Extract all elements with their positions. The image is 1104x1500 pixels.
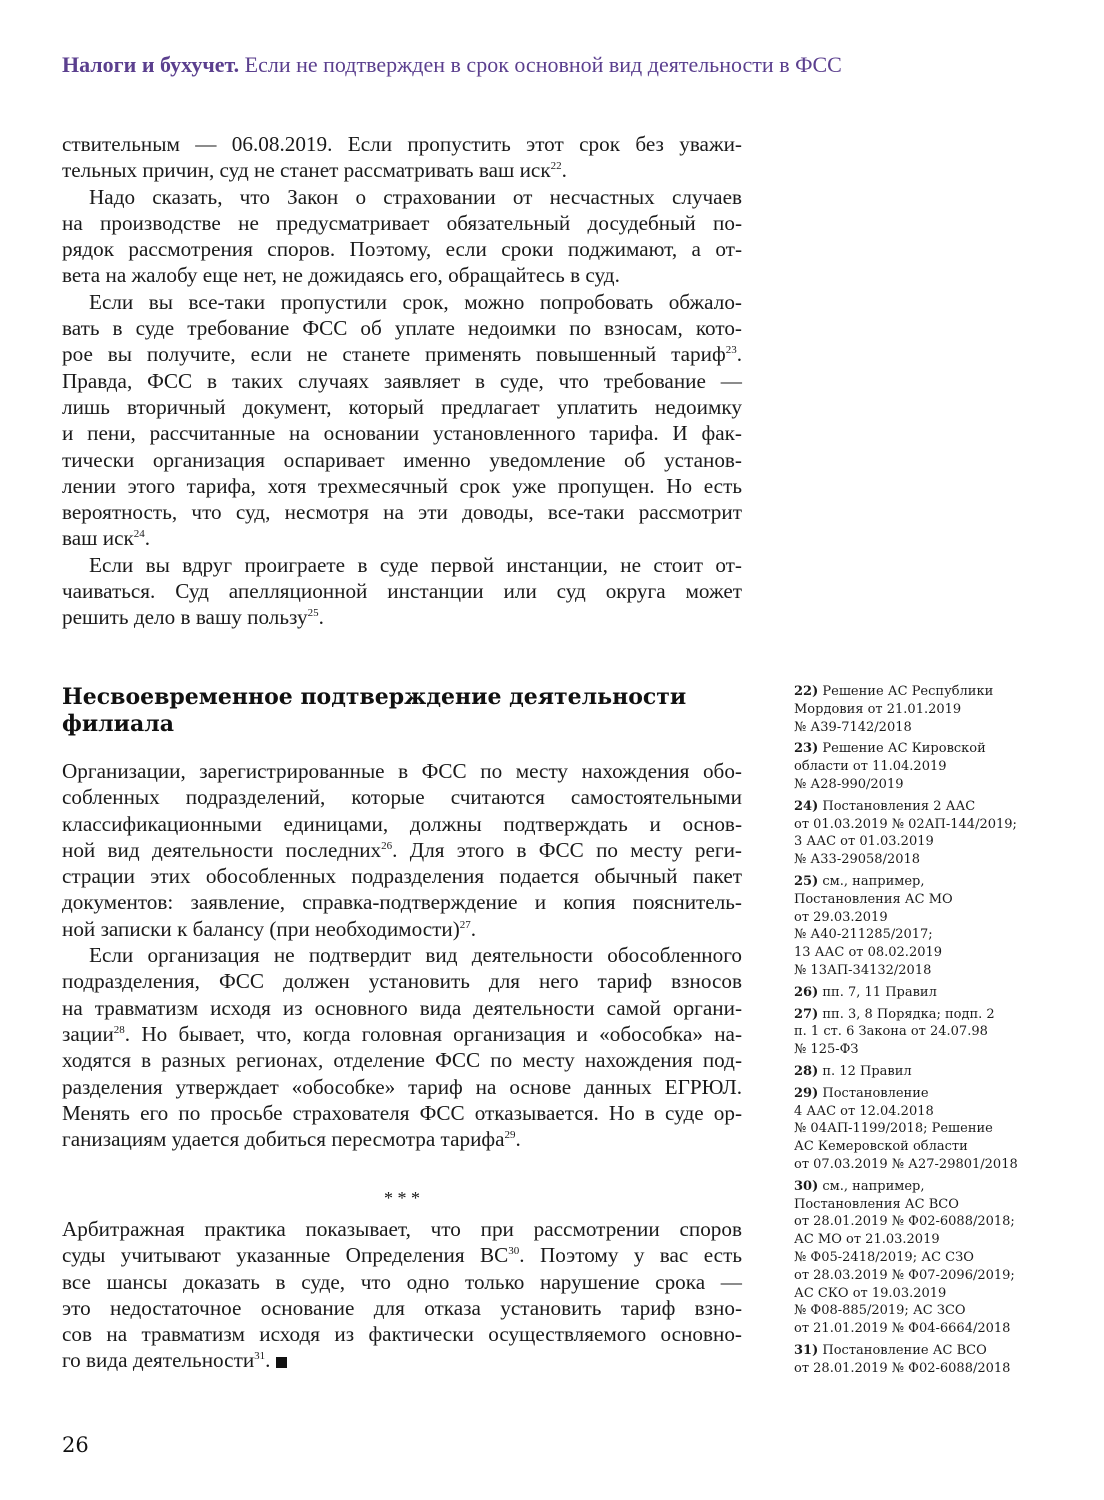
text-line-content: Надо сказать, что Закон о страховании от несчастных случаев [89, 184, 742, 209]
footnote-line [794, 1006, 1084, 1024]
footnote-text: от 28.01.2019 № Ф02-6088/2018 [794, 1360, 1011, 1376]
footnote-item [794, 740, 1084, 793]
text-line [62, 1100, 742, 1126]
footnote-line [794, 719, 1084, 737]
footnote-line [794, 1342, 1084, 1360]
text-line [62, 1216, 742, 1242]
text-line [62, 578, 742, 604]
footnote-item [794, 1063, 1084, 1081]
footnote-text: 13 ААС от 08.02.2019 [794, 945, 943, 961]
text-line [62, 341, 742, 367]
footnote-number: 26) [794, 984, 819, 1000]
footnote-line [794, 683, 1084, 701]
text-line-content: на травматизм исходя из основного вида деятельности самой органи- [62, 995, 742, 1020]
text-line [62, 995, 742, 1021]
footnote-line [794, 740, 1084, 758]
footnote-line [794, 1249, 1084, 1267]
text-line-content: Правда, ФСС в таких случаях заявляет в суде, что требование — [62, 368, 742, 393]
section-separator: * * * [384, 1188, 420, 1208]
text-line-tail: . [265, 1348, 271, 1373]
footnote-text: № А33-29058/2018 [794, 852, 921, 868]
text-line [62, 1295, 742, 1321]
footnote-text: АС Кемеровской области [794, 1139, 968, 1155]
footnote-number: 30) [794, 1178, 819, 1194]
footnote-line [794, 1302, 1084, 1320]
text-line-content: Если вы вдруг проиграете в суде первой инстанции, не стоит от- [89, 552, 742, 577]
text-line-content: подразделения, ФСС должен установить для него тариф взносов [62, 969, 742, 994]
footnote-line [794, 962, 1084, 980]
footnote-number: 28) [794, 1063, 819, 1079]
footnote-text: от 07.03.2019 № А27-29801/2018 [794, 1156, 1018, 1172]
footnote-text: № 125-ФЗ [794, 1042, 859, 1058]
footnote-line [794, 926, 1084, 944]
footnotes-column [794, 683, 1084, 1381]
text-line-content: Если организация не подтвердит вид деятельности обособленного [89, 943, 742, 968]
text-line [62, 784, 742, 810]
text-line-content: лишь вторичный документ, который предлагает уплатить недоимку [62, 394, 742, 419]
footnote-line [794, 891, 1084, 909]
text-line-content: классификационными единицами, должны подтверждать и основ- [62, 811, 742, 836]
text-line-content: рое вы получите, если не станете применять повышенный тариф [62, 342, 726, 367]
footnote-text: АС СКО от 19.03.2019 [794, 1285, 947, 1301]
footnote-text: Постановление [822, 1085, 929, 1101]
text-line-content: на производстве не предусматривает обязательный досудебный по- [62, 210, 742, 235]
footnote-item [794, 683, 1084, 736]
running-header [62, 52, 842, 78]
text-line-content: Организации, зарегистрированные в ФСС по месту нахождения обо- [62, 759, 742, 783]
text-line [62, 262, 742, 288]
footnote-reference[interactable]: 30 [508, 1245, 520, 1258]
text-line-content: разделения утверждает «обособке» тариф на основе данных ЕГРЮЛ. [62, 1074, 742, 1099]
footnote-text: Решение АС Республики [822, 684, 994, 699]
footnote-number: 27) [794, 1006, 819, 1022]
footnote-reference[interactable]: 31 [254, 1350, 266, 1363]
footnote-text: области от 11.04.2019 [794, 759, 947, 775]
text-line-content: ганизациям удается добиться пересмотра тарифа [62, 1127, 505, 1152]
footnote-text: см., например, [822, 873, 925, 889]
body-text-block-3 [62, 1216, 742, 1374]
text-line [62, 837, 742, 863]
footnote-line [794, 1231, 1084, 1249]
footnote-text: № Ф08-885/2019; АС ЗСО [794, 1303, 966, 1319]
text-line-content: вета на жалобу еще нет, не дожидаясь его, обращайтесь в суд. [62, 263, 620, 288]
footnote-line [794, 1267, 1084, 1285]
footnote-line [794, 1085, 1084, 1103]
text-line-tail: . [736, 342, 742, 367]
footnote-line [794, 798, 1084, 816]
text-line-content: сов на травматизм исходя из фактически осуществляемого основно- [62, 1322, 742, 1347]
header-rubric: Налоги и бухучет. [62, 52, 240, 77]
body-text-block-1 [62, 131, 742, 631]
text-line [62, 420, 742, 446]
footnote-line [794, 909, 1084, 927]
text-line [62, 1047, 742, 1073]
footnote-text: АС МО от 21.03.2019 [794, 1232, 940, 1248]
footnote-text: от 21.01.2019 № Ф04-6664/2018 [794, 1321, 1011, 1337]
footnote-number: 31) [794, 1342, 819, 1358]
text-line-content: тически организация оспаривает именно уведомление об установ- [62, 447, 742, 472]
footnote-line [794, 816, 1084, 834]
footnote-line [794, 851, 1084, 869]
footnote-line [794, 1156, 1084, 1174]
text-line-content: ходятся в разных регионах, отделение ФСС по месту нахождения под- [62, 1048, 742, 1073]
text-line-content: рядок рассмотрения споров. Поэтому, если сроки поджимают, а от- [62, 237, 742, 262]
text-line [62, 863, 742, 889]
footnote-reference[interactable]: 24 [133, 528, 145, 541]
footnote-text: Постановления 2 ААС [822, 798, 976, 814]
text-line [62, 916, 742, 942]
footnote-line [794, 833, 1084, 851]
text-line [62, 315, 742, 341]
footnote-item [794, 1006, 1084, 1059]
text-line [62, 942, 742, 968]
footnote-text: № А28-990/2019 [794, 776, 904, 792]
footnote-text: Постановления АС МО [794, 891, 953, 907]
text-line [62, 1321, 742, 1347]
footnote-line [794, 1063, 1084, 1081]
footnote-line [794, 701, 1084, 719]
text-line [62, 1074, 742, 1100]
footnote-line [794, 1213, 1084, 1231]
footnote-text: № Ф05-2418/2019; АС СЗО [794, 1249, 974, 1265]
footnote-item [794, 798, 1084, 869]
footnote-text: от 28.01.2019 № Ф02-6088/2018; [794, 1214, 1015, 1230]
text-line-tail: . [515, 1127, 521, 1152]
text-line-content: и пени, рассчитанные на основании установленного тарифа. И фак- [62, 421, 742, 446]
text-line [62, 210, 742, 236]
footnote-reference[interactable]: 28 [113, 1023, 125, 1036]
text-line [62, 289, 742, 315]
text-line [62, 552, 742, 578]
footnote-number: 29) [794, 1085, 819, 1101]
footnote-text: № 13АП-34132/2018 [794, 962, 932, 978]
footnote-text: Постановление АС ВСО [822, 1342, 987, 1358]
text-line [62, 394, 742, 420]
footnote-line [794, 1023, 1084, 1041]
text-line [62, 1021, 742, 1047]
footnote-text: 4 ААС от 12.04.2018 [794, 1103, 934, 1119]
footnote-text: Решение АС Кировской [822, 741, 986, 757]
text-line [62, 131, 742, 157]
text-line [62, 811, 742, 837]
text-line [62, 184, 742, 210]
text-line [62, 758, 742, 784]
text-line-content: это недостаточное основание для отказа установить тариф взно- [62, 1295, 742, 1320]
footnote-text: пп. 7, 11 Правил [822, 984, 937, 1000]
text-line [62, 604, 742, 630]
footnote-line [794, 1178, 1084, 1196]
header-title: Если не подтвержден в срок основной вид деятельности в ФСС [244, 52, 842, 77]
footnote-reference[interactable]: 26 [381, 839, 393, 852]
footnote-text: п. 12 Правил [822, 1063, 912, 1079]
text-line [62, 889, 742, 915]
footnote-line [794, 873, 1084, 891]
text-line-content: вероятность, что суд, несмотря на эти доводы, все-таки рассмотрит [62, 500, 742, 525]
text-line-content: суды учитывают указанные Определения ВС [62, 1243, 509, 1268]
text-line [62, 368, 742, 394]
body-text-block-2 [62, 758, 742, 1152]
footnote-line [794, 1320, 1084, 1338]
section-heading-line-1: Несвоевременное подтверждение деятельности [62, 684, 687, 710]
footnote-reference[interactable]: 29 [504, 1129, 516, 1142]
text-line-content: Арбитражная практика показывает, что при рассмотрении споров [62, 1217, 742, 1241]
footnote-item [794, 1342, 1084, 1378]
text-line-tail: . [318, 605, 324, 630]
footnote-line [794, 1196, 1084, 1214]
footnote-line [794, 984, 1084, 1002]
footnote-text: от 28.03.2019 № Ф07-2096/2019; [794, 1267, 1015, 1283]
footnote-line [794, 1285, 1084, 1303]
footnote-reference[interactable]: 22 [550, 160, 562, 173]
footnote-reference[interactable]: 25 [307, 607, 319, 620]
text-line [62, 499, 742, 525]
text-line-content: все шансы доказать в суде, что одно только нарушение срока — [62, 1269, 742, 1294]
text-line [62, 1126, 742, 1152]
text-line-content: чаиваться. Суд апелляционной инстанции или суд округа может [62, 579, 742, 604]
footnote-line [794, 776, 1084, 794]
footnote-text: № 04АП-1199/2018; Решение [794, 1121, 993, 1137]
text-line-content: собленных подразделений, которые считаются самостоятельными [62, 785, 742, 810]
text-line [62, 473, 742, 499]
footnote-text: № А40-211285/2017; [794, 927, 933, 943]
footnote-number: 24) [794, 798, 819, 814]
text-line [62, 157, 742, 183]
footnote-line [794, 944, 1084, 962]
footnote-text: 3 ААС от 01.03.2019 [794, 834, 934, 850]
text-line [62, 236, 742, 262]
text-line-content: вать в суде требование ФСС об уплате недоимки по взносам, кото- [62, 316, 742, 341]
footnote-reference[interactable]: 27 [459, 918, 471, 931]
text-line [62, 1269, 742, 1295]
text-line [62, 525, 742, 551]
text-line-content: Менять его по просьбе страхователя ФСС отказывается. Но в суде ор- [62, 1100, 742, 1125]
text-line-content: ной записки к балансу (при необходимости) [62, 916, 460, 941]
footnote-text: пп. 3, 8 Порядка; подп. 2 [822, 1006, 995, 1022]
footnote-item [794, 873, 1084, 980]
footnote-line [794, 1120, 1084, 1138]
text-line-tail: . Для этого в ФСС по месту реги- [392, 837, 742, 862]
footnote-line [794, 1360, 1084, 1378]
footnote-item [794, 984, 1084, 1002]
footnote-line [794, 1138, 1084, 1156]
section-heading-line-2: филиала [62, 711, 175, 737]
text-line [62, 447, 742, 473]
text-line-content: зации [62, 1021, 114, 1046]
footnote-item [794, 1178, 1084, 1338]
text-line-content: го вида деятельности [62, 1348, 255, 1373]
footnote-text: см., например, [822, 1178, 925, 1194]
footnote-reference[interactable]: 23 [725, 344, 737, 357]
text-line-content: тельных причин, суд не станет рассматривать ваш иск [62, 158, 551, 183]
footnote-text: от 01.03.2019 № 02АП-144/2019; [794, 816, 1017, 832]
text-line-content: страции этих обособленных подразделения подается обычный пакет [62, 864, 742, 889]
text-line-tail: . Поэтому у вас есть [519, 1243, 742, 1268]
text-line-tail: . Но бывает, что, когда головная организация и «обособка» на- [124, 1021, 742, 1046]
footnote-text: п. 1 ст. 6 Закона от 24.07.98 [794, 1024, 988, 1040]
footnote-line [794, 1103, 1084, 1121]
text-line [62, 1347, 742, 1373]
footnote-text: от 29.03.2019 [794, 909, 888, 925]
text-line-content: ваш иск [62, 526, 134, 551]
text-line-content: ствительным — 06.08.2019. Если пропустить этот срок без уважи- [62, 132, 742, 156]
footnote-number: 22) [794, 684, 819, 699]
footnote-number: 25) [794, 873, 819, 889]
footnote-text: № А39-7142/2018 [794, 719, 912, 735]
footnote-line [794, 758, 1084, 776]
text-line-content: Если вы все-таки пропустили срок, можно попробовать обжало- [89, 289, 742, 314]
page-number: 26 [62, 1433, 89, 1457]
text-line-tail: . [470, 916, 477, 941]
text-line-content: решить дело в вашу пользу [62, 605, 308, 630]
end-of-article-square-icon [276, 1357, 287, 1368]
text-line-tail: . [561, 158, 567, 183]
text-line-tail: . [144, 526, 151, 551]
text-line-content: лении этого тарифа, хотя трехмесячный срок уже пропущен. Но есть [62, 473, 742, 498]
text-line-content: документов: заявление, справка-подтверждение и копия пояснитель- [62, 890, 742, 915]
footnote-item [794, 1085, 1084, 1174]
footnote-number: 23) [794, 741, 819, 757]
text-line [62, 1242, 742, 1268]
footnote-text: Постановления АС ВСО [794, 1196, 959, 1212]
footnote-line [794, 1041, 1084, 1059]
text-line-content: ной вид деятельности последних [62, 837, 382, 862]
footnote-text: Мордовия от 21.01.2019 [794, 701, 962, 717]
section-heading [62, 684, 686, 738]
text-line [62, 968, 742, 994]
